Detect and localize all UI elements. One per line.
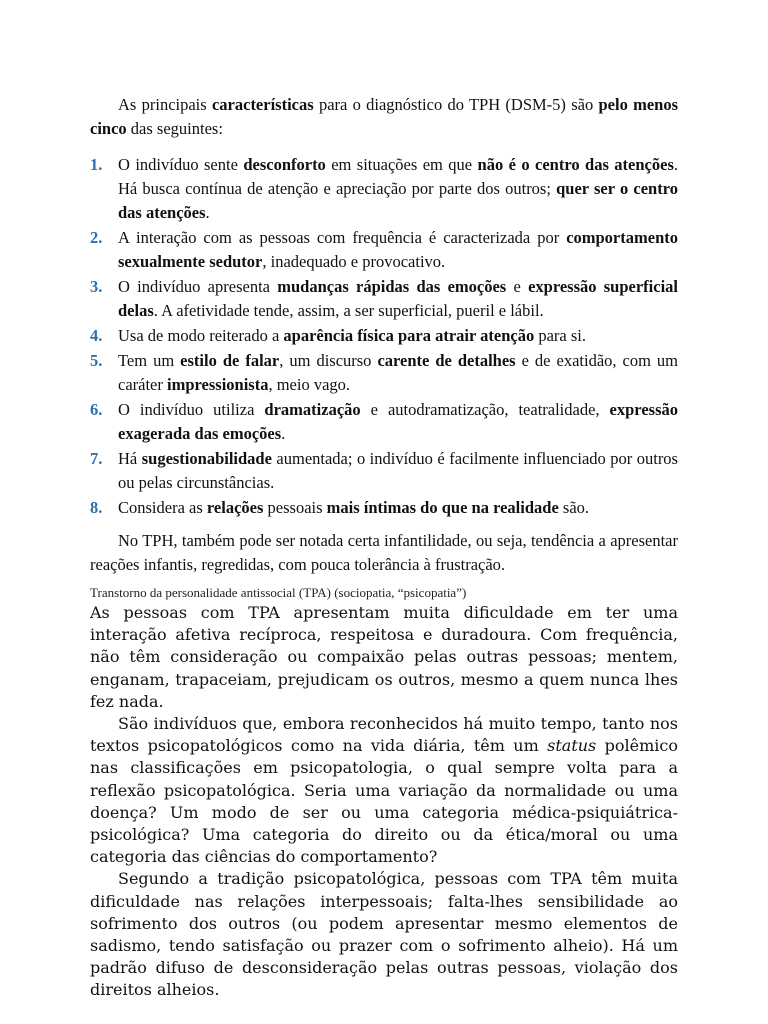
list-number: 7.	[90, 449, 103, 468]
text: para o diagnóstico do TPH (DSM-5) são	[313, 95, 599, 114]
list-item	[90, 275, 678, 323]
tph-section	[90, 93, 678, 577]
text: O indivíduo apresenta	[118, 277, 278, 296]
text: aumentada; o indivíduo é facilmente influenciado por outros ou pelas circunstâncias.	[118, 449, 678, 492]
list-number: 2.	[90, 228, 103, 247]
text: das seguintes:	[126, 119, 223, 138]
bold-text: sugestionabilidade	[141, 449, 272, 468]
text: .	[281, 424, 286, 443]
text: .	[205, 203, 210, 222]
list-number: 5.	[90, 351, 103, 370]
list-item	[90, 496, 678, 520]
list-number: 6.	[90, 400, 103, 419]
text: polêmico nas classificações em psicopatologia, o qual sempre volta para a reflexão psicopatológica. Seria uma variação da normalidade ou uma doença? Um modo de ser ou uma categoria médica-psiquiátrica-psicológica? Uma categoria do direito ou da ética/moral ou uma categoria das ciências do comportamento?	[90, 736, 678, 867]
criteria-list	[90, 153, 678, 520]
italic-text: status	[547, 736, 597, 756]
text: , um discurso	[279, 351, 378, 370]
bold-text: relações	[206, 498, 264, 517]
section-heading: Transtorno da personalidade antissocial (TPA) (sociopatia, “psicopatia”)	[90, 585, 467, 600]
text: em situações em que	[325, 155, 478, 174]
text: pessoais	[263, 498, 327, 517]
list-item	[90, 398, 678, 446]
text: A interação com as pessoas com frequência é caracterizada por	[118, 228, 567, 247]
bold-text: dramatização	[264, 400, 361, 419]
text: Usa de modo reiterado a	[118, 326, 284, 345]
bold-text: quer ser o centro das atenções	[118, 179, 678, 222]
intro-paragraph	[90, 93, 678, 141]
text: e	[506, 277, 529, 296]
text: Tem um	[118, 351, 181, 370]
text: . Há busca contínua de atenção e apreciação por parte dos outros;	[118, 155, 678, 198]
list-item	[90, 349, 678, 397]
bold-text: carente de detalhes	[377, 351, 516, 370]
bold-text: características	[211, 95, 314, 114]
bold-text: mais íntimas do que na realidade	[326, 498, 559, 517]
list-item	[90, 324, 678, 348]
bold-text: desconforto	[243, 155, 326, 174]
text: São indivíduos que, embora reconhecidos há muito tempo, tanto nos textos psicopatológicos como na vida diária, têm um	[90, 714, 678, 756]
text: O indivíduo sente	[118, 155, 244, 174]
list-number: 8.	[90, 498, 103, 517]
text: , meio vago.	[268, 375, 351, 394]
bold-text: pelo menos cinco	[90, 95, 679, 138]
text: Considera as	[118, 498, 207, 517]
bold-text: expressão superficial delas	[118, 277, 679, 320]
text: As principais	[118, 95, 212, 114]
bold-text: impressionista	[167, 375, 269, 394]
text: Há	[118, 449, 142, 468]
list-item	[90, 226, 678, 274]
bold-text: aparência física para atrair atenção	[283, 326, 535, 345]
tpa-paragraph-3: Segundo a tradição psicopatológica, pessoas com TPA têm muita dificuldade nas relações interpessoais; falta-lhes sensibilidade ao sofrimento dos outros (ou podem apresentar mesmo elementos de sadismo, tendo satisfação ou prazer com o sofrimento alheio). Há um padrão difuso de desconsideração pelas outras pessoas, violação dos direitos alheios.	[90, 869, 678, 1000]
bold-text: estilo de falar	[180, 351, 280, 370]
text: . A afetividade tende, assim, a ser superficial, pueril e lábil.	[153, 301, 544, 320]
list-number: 4.	[90, 326, 103, 345]
text: são.	[558, 498, 590, 517]
bold-text: mudanças rápidas das emoções	[277, 277, 507, 296]
bold-text: expressão exagerada das emoções	[118, 400, 678, 443]
tpa-paragraph-1: As pessoas com TPA apresentam muita dificuldade em ter uma interação afetiva recíproca, respeitosa e duradoura. Com frequência, não têm consideração ou compaixão pelas outras pessoas; mentem, enganam, trapaceiam, prejudicam os outros, mesmo a quem nunca lhes fez nada.	[90, 603, 678, 711]
list-number: 1.	[90, 155, 103, 174]
tpa-section	[90, 602, 678, 1002]
list-item	[90, 153, 678, 225]
tpa-paragraph-2	[90, 713, 678, 868]
list-number: 3.	[90, 277, 103, 296]
document-page	[90, 93, 678, 1002]
text: para si.	[534, 326, 586, 345]
list-item	[90, 447, 678, 495]
tph-closing-paragraph: No TPH, também pode ser notada certa infantilidade, ou seja, tendência a apresentar reações infantis, regredidas, com pouca tolerância à frustração.	[90, 531, 678, 574]
bold-text: não é o centro das atenções	[477, 155, 674, 174]
text: e autodramatização, teatralidade,	[360, 400, 610, 419]
text: e de exatidão, com um caráter	[118, 351, 679, 394]
bold-text: comportamento sexualmente sedutor	[118, 228, 678, 271]
text: O indivíduo utiliza	[118, 400, 265, 419]
text: , inadequado e provocativo.	[262, 252, 446, 271]
